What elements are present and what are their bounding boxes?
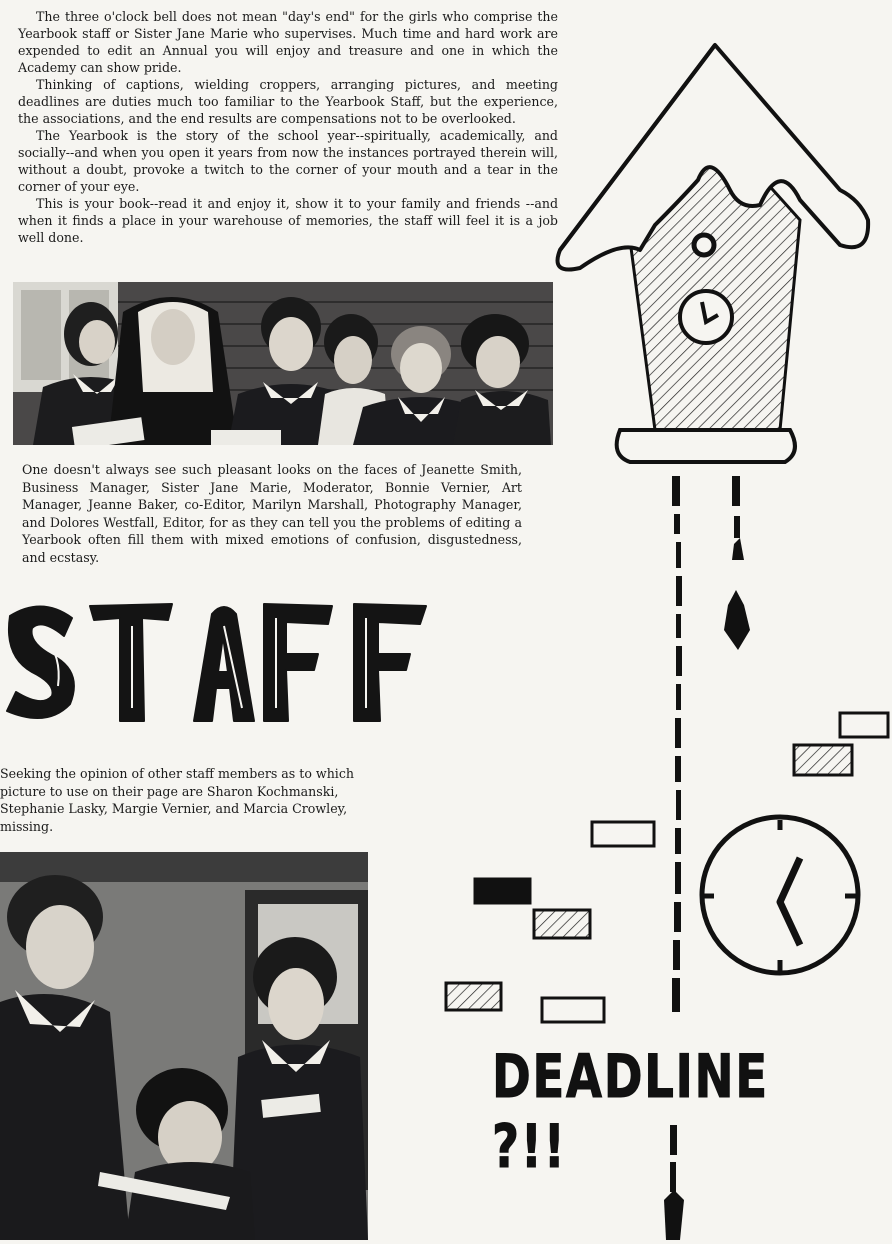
intro-paragraph: The three o'clock bell does not mean "day's end" for the girls who comprise the Yearbook staff or Sister Jane Marie who supervises. Much time and hard work are expended to edit an Annual you will enjoy and treasure and one in which the Academy can show pride. [18,9,558,75]
staff-members-photo [0,852,368,1240]
top-photo-caption: One doesn't always see such pleasant looks on the faces of Jeanette Smith, Business Manager, Sister Jane Marie, Moderator, Bonnie Vernier, Art Manager, Jeanne Baker, co-Editor, Marilyn Marshall, Photography Manager, and Dolores Westfall, Editor, for as they can tell you the problems of editing a Yearbook often fill them with mixed emotions of confusion, disgustedness, and ecstasy. [22,462,522,565]
staff-heading [2,596,432,730]
intro-paragraph: This is your book--read it and enjoy it, show it to your family and friends --and when it finds a place in your warehouse of memories, the staff will feel it is a job well done. [18,196,558,245]
intro-paragraph: The Yearbook is the story of the school year--spiritually, academically, and socially--and when you open it years from now the instances portrayed therein will, without a doubt, provoke a twitch to the corner of your mouth and a tear in the corner of your eye. [18,128,558,194]
deadline-heading: DEADLINE ?!! [492,1042,769,1182]
bottom-photo-caption: Seeking the opinion of other staff members as to which picture to use on their page are Sharon Kochmanski, Stephanie Lasky, Margie Vernier, and Marcia Crowley, missing. [0,766,355,834]
intro-paragraph: Thinking of captions, wielding croppers, arranging pictures, and meeting deadlines are duties much too familiar to the Yearbook Staff, but the experience, the associations, and the end results are compensations not to be overlooked. [18,77,558,126]
